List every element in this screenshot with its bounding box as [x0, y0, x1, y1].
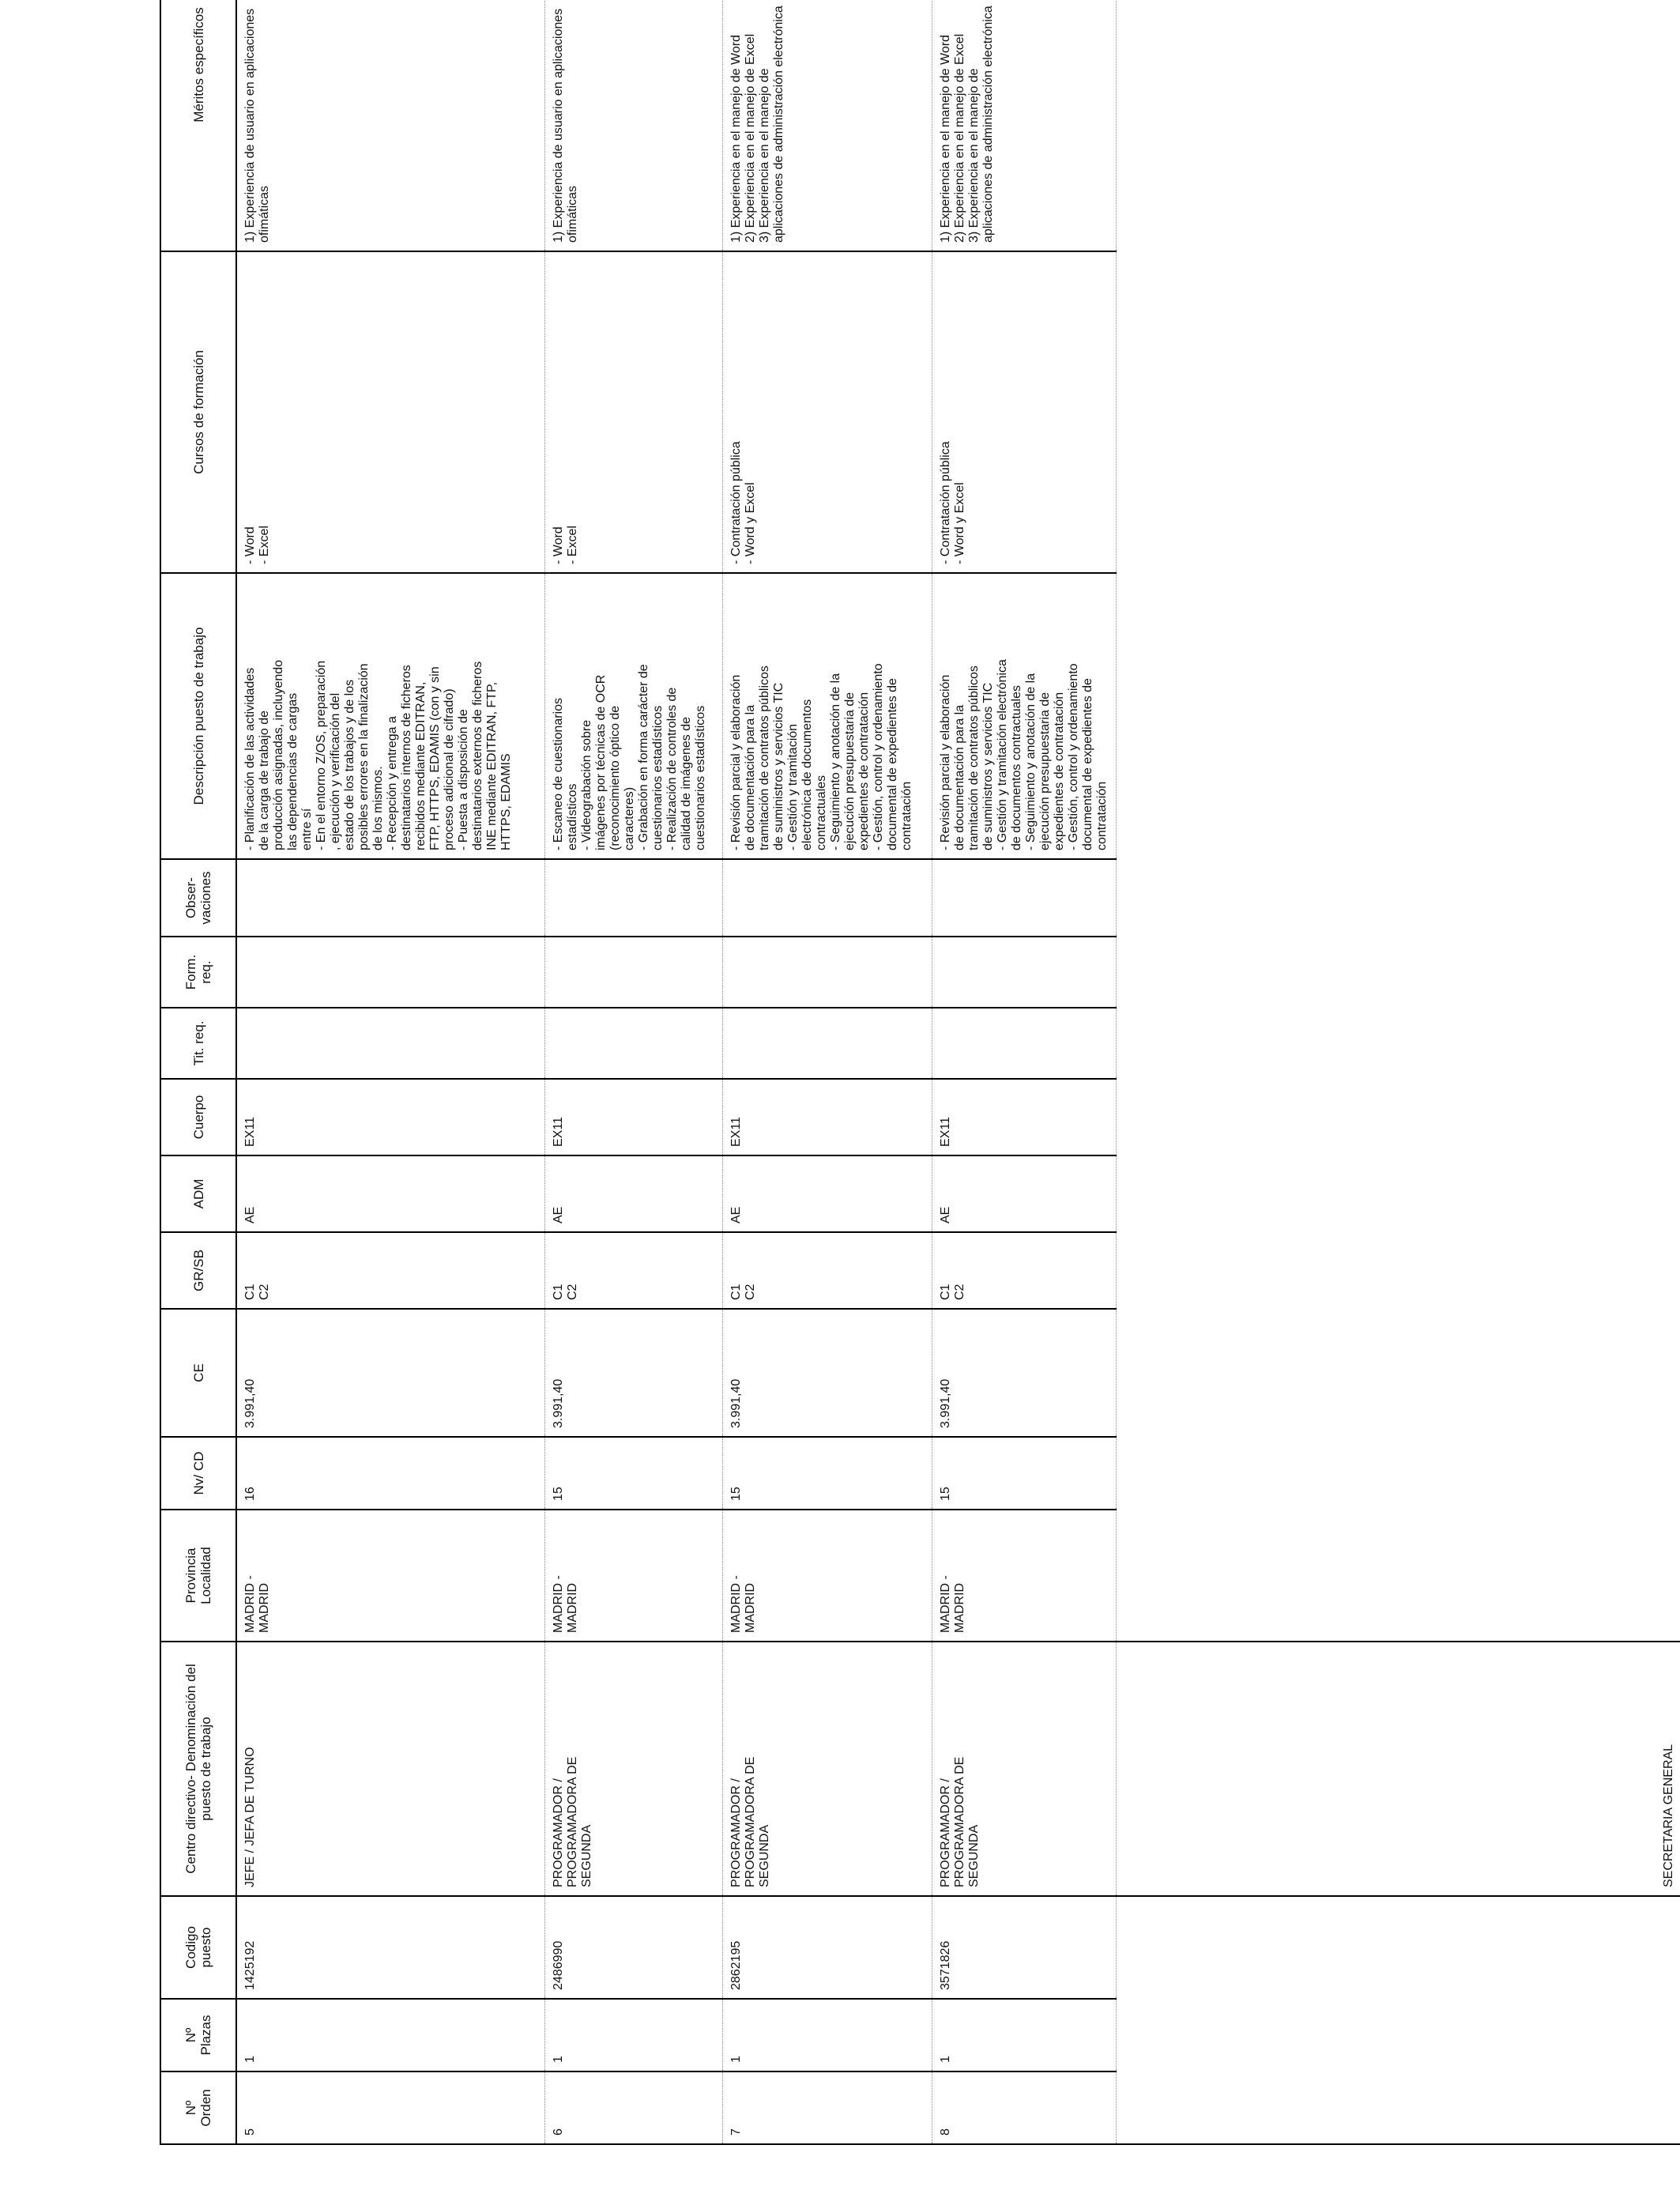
- cell-provincia: MADRID - MADRID: [722, 1510, 932, 1642]
- cell-provincia: MADRID - MADRID: [236, 1510, 544, 1642]
- cell-adm: AE: [932, 1155, 1116, 1232]
- cell-cursos: - Word - Excel: [544, 251, 722, 573]
- header-orden: Nº Orden: [160, 2071, 236, 2144]
- cell-codigo: 3571826: [932, 1896, 1116, 1999]
- cell-ce: 3.991,40: [722, 1309, 932, 1437]
- cell-codigo: 2862195: [722, 1896, 932, 1999]
- header-grupo: GR/SB: [160, 1232, 236, 1309]
- cell-adm: AE: [236, 1155, 544, 1232]
- cell-descripcion: - Escaneo de cuestionarios estadísticos - Videograbación sobre imágenes por técnicas de OCR (reconocimiento óptico de caracteres) - Grabación en forma carácter de cuestionarios estadísticos - Realización de controles de calidad de imágenes de cuestionarios estadísticos: [544, 573, 722, 859]
- cell-orden: 7: [722, 2071, 932, 2144]
- cell-cursos: - Word - Excel: [236, 251, 544, 573]
- cell-plazas: 1: [236, 1999, 544, 2071]
- cell-grupo: C1 C2: [722, 1232, 932, 1309]
- table-row: [932, 0, 1116, 2144]
- cell-orden: 6: [544, 2071, 722, 2144]
- cell-titulacion: [236, 1008, 544, 1079]
- header-titulacion: Tit. req.: [160, 1008, 236, 1079]
- header-ce: CE: [160, 1309, 236, 1437]
- cell-observaciones: [722, 859, 932, 937]
- cell-nivel: 15: [722, 1437, 932, 1510]
- header-codigo: Codigo puesto: [160, 1896, 236, 1999]
- header-row: [160, 0, 236, 2144]
- cell-descripcion: - Revisión parcial y elaboración de documentación para la tramitación de contratos públicos de suministros y servicios TIC - Gestión y tramitación electrónica de documentos contractuales - Seguimiento y anotación de la ejecución presupuestaria de expedientes de contratación - Gestión, control y ordenamiento documental de expedientes de contratación: [722, 573, 932, 859]
- cell-formacion: [236, 937, 544, 1008]
- cell-adm: AE: [722, 1155, 932, 1232]
- cell-meritos: 1) Experiencia en el manejo de Word 2) Experiencia en el manejo de Excel 3) Experiencia en el manejo de aplicaciones de administración electrónica: [932, 0, 1116, 251]
- cell-ce: 3.991,40: [236, 1309, 544, 1437]
- header-adm: ADM: [160, 1155, 236, 1232]
- table-row: [236, 0, 544, 2144]
- cell-descripcion: - Revisión parcial y elaboración de documentación para la tramitación de contratos públicos de suministros y servicios TIC - Gestión y tramitación electrónica de documentos contractuales - Seguimiento y anotación de la ejecución presupuestaria de expedientes de contratación - Gestión, control y ordenamiento documental de expedientes de contratación: [932, 573, 1116, 859]
- cell-cursos: - Contratación pública - Word y Excel: [932, 251, 1116, 573]
- cell-observaciones: [932, 859, 1116, 937]
- header-cursos: Cursos de formación: [160, 251, 236, 573]
- cell-cuerpo: EX11: [932, 1079, 1116, 1155]
- section-row: [1116, 0, 1680, 2144]
- cell-grupo: C1 C2: [932, 1232, 1116, 1309]
- cell-meritos: 1) Experiencia en el manejo de Word 2) Experiencia en el manejo de Excel 3) Experiencia en el manejo de aplicaciones de administración electrónica: [722, 0, 932, 251]
- cell-plazas: 1: [544, 1999, 722, 2071]
- cell-centro: PROGRAMADOR / PROGRAMADORA DE SEGUNDA: [932, 1642, 1116, 1896]
- cell-ce: 3.991,40: [544, 1309, 722, 1437]
- header-formacion: Form. req.: [160, 937, 236, 1008]
- cell-nivel: 16: [236, 1437, 544, 1510]
- cell-ce: 3.991,40: [932, 1309, 1116, 1437]
- cell-plazas: 1: [932, 1999, 1116, 2071]
- cell-meritos: 1) Experiencia de usuario en aplicaciones ofimáticas: [544, 0, 722, 251]
- positions-table: [160, 0, 1680, 2145]
- cell-observaciones: [236, 859, 544, 937]
- header-nivel: Nv/ CD: [160, 1437, 236, 1510]
- cell-cuerpo: EX11: [722, 1079, 932, 1155]
- cell-centro: JEFE / JEFA DE TURNO: [236, 1642, 544, 1896]
- cell-centro: PROGRAMADOR / PROGRAMADORA DE SEGUNDA: [722, 1642, 932, 1896]
- cell-titulacion: [544, 1008, 722, 1079]
- header-provincia: Provincia Localidad: [160, 1510, 236, 1642]
- header-meritos: Méritos específicos: [160, 0, 236, 251]
- cell-cuerpo: EX11: [236, 1079, 544, 1155]
- header-cuerpo: Cuerpo: [160, 1079, 236, 1155]
- cell-titulacion: [932, 1008, 1116, 1079]
- table-row: [722, 0, 932, 2144]
- table-body: [236, 0, 1680, 2144]
- header-plazas: Nº Plazas: [160, 1999, 236, 2071]
- cell-meritos: 1) Experiencia de usuario en aplicaciones ofimáticas: [236, 0, 544, 251]
- cell-codigo: 2486990: [544, 1896, 722, 1999]
- rotated-sheet: [160, 6, 1675, 2145]
- section-label: SECRETARIA GENERAL: [1116, 1642, 1680, 1896]
- cell-cursos: - Contratación pública - Word y Excel: [722, 251, 932, 573]
- cell-cuerpo: EX11: [544, 1079, 722, 1155]
- cell-orden: 5: [236, 2071, 544, 2144]
- cell-provincia: MADRID - MADRID: [544, 1510, 722, 1642]
- header-descripcion: Descripción puesto de trabajo: [160, 573, 236, 859]
- cell-provincia: MADRID - MADRID: [932, 1510, 1116, 1642]
- cell-grupo: C1 C2: [544, 1232, 722, 1309]
- cell-observaciones: [544, 859, 722, 937]
- cell-grupo: C1 C2: [236, 1232, 544, 1309]
- cell-codigo: 1425192: [236, 1896, 544, 1999]
- cell-nivel: 15: [544, 1437, 722, 1510]
- cell-descripcion: - Planificación de las actividades de la carga de trabajo de producción asignadas, incluyendo las dependencias de cargas entre sí - En el entorno Z/OS, preparación , ejecución y verificación del estado de los trabajos y de los posibles errores en la finalización de los mismos. - Recepción y entrega a destinatarios internos de ficheros recibidos mediante EDITRAN, FTP, HTTPS, EDAMIS (con y sin proceso adicional de cifrado) - Puesta a disposición de destinatarios externos de ficheros INE mediante EDITRAN, FTP, HTTPS, EDAMIS: [236, 573, 544, 859]
- header-observaciones: Obser- vaciones: [160, 859, 236, 937]
- cell-formacion: [932, 937, 1116, 1008]
- section-fill: [1116, 0, 1680, 1642]
- cell-nivel: 15: [932, 1437, 1116, 1510]
- cell-formacion: [722, 937, 932, 1008]
- cell-orden: 8: [932, 2071, 1116, 2144]
- table-row: [544, 0, 722, 2144]
- cell-formacion: [544, 937, 722, 1008]
- cell-centro: PROGRAMADOR / PROGRAMADORA DE SEGUNDA: [544, 1642, 722, 1896]
- header-centro: Centro directivo- Denominación del puesto de trabajo: [160, 1642, 236, 1896]
- cell-titulacion: [722, 1008, 932, 1079]
- section-spacer: [1116, 1896, 1680, 2144]
- cell-adm: AE: [544, 1155, 722, 1232]
- cell-plazas: 1: [722, 1999, 932, 2071]
